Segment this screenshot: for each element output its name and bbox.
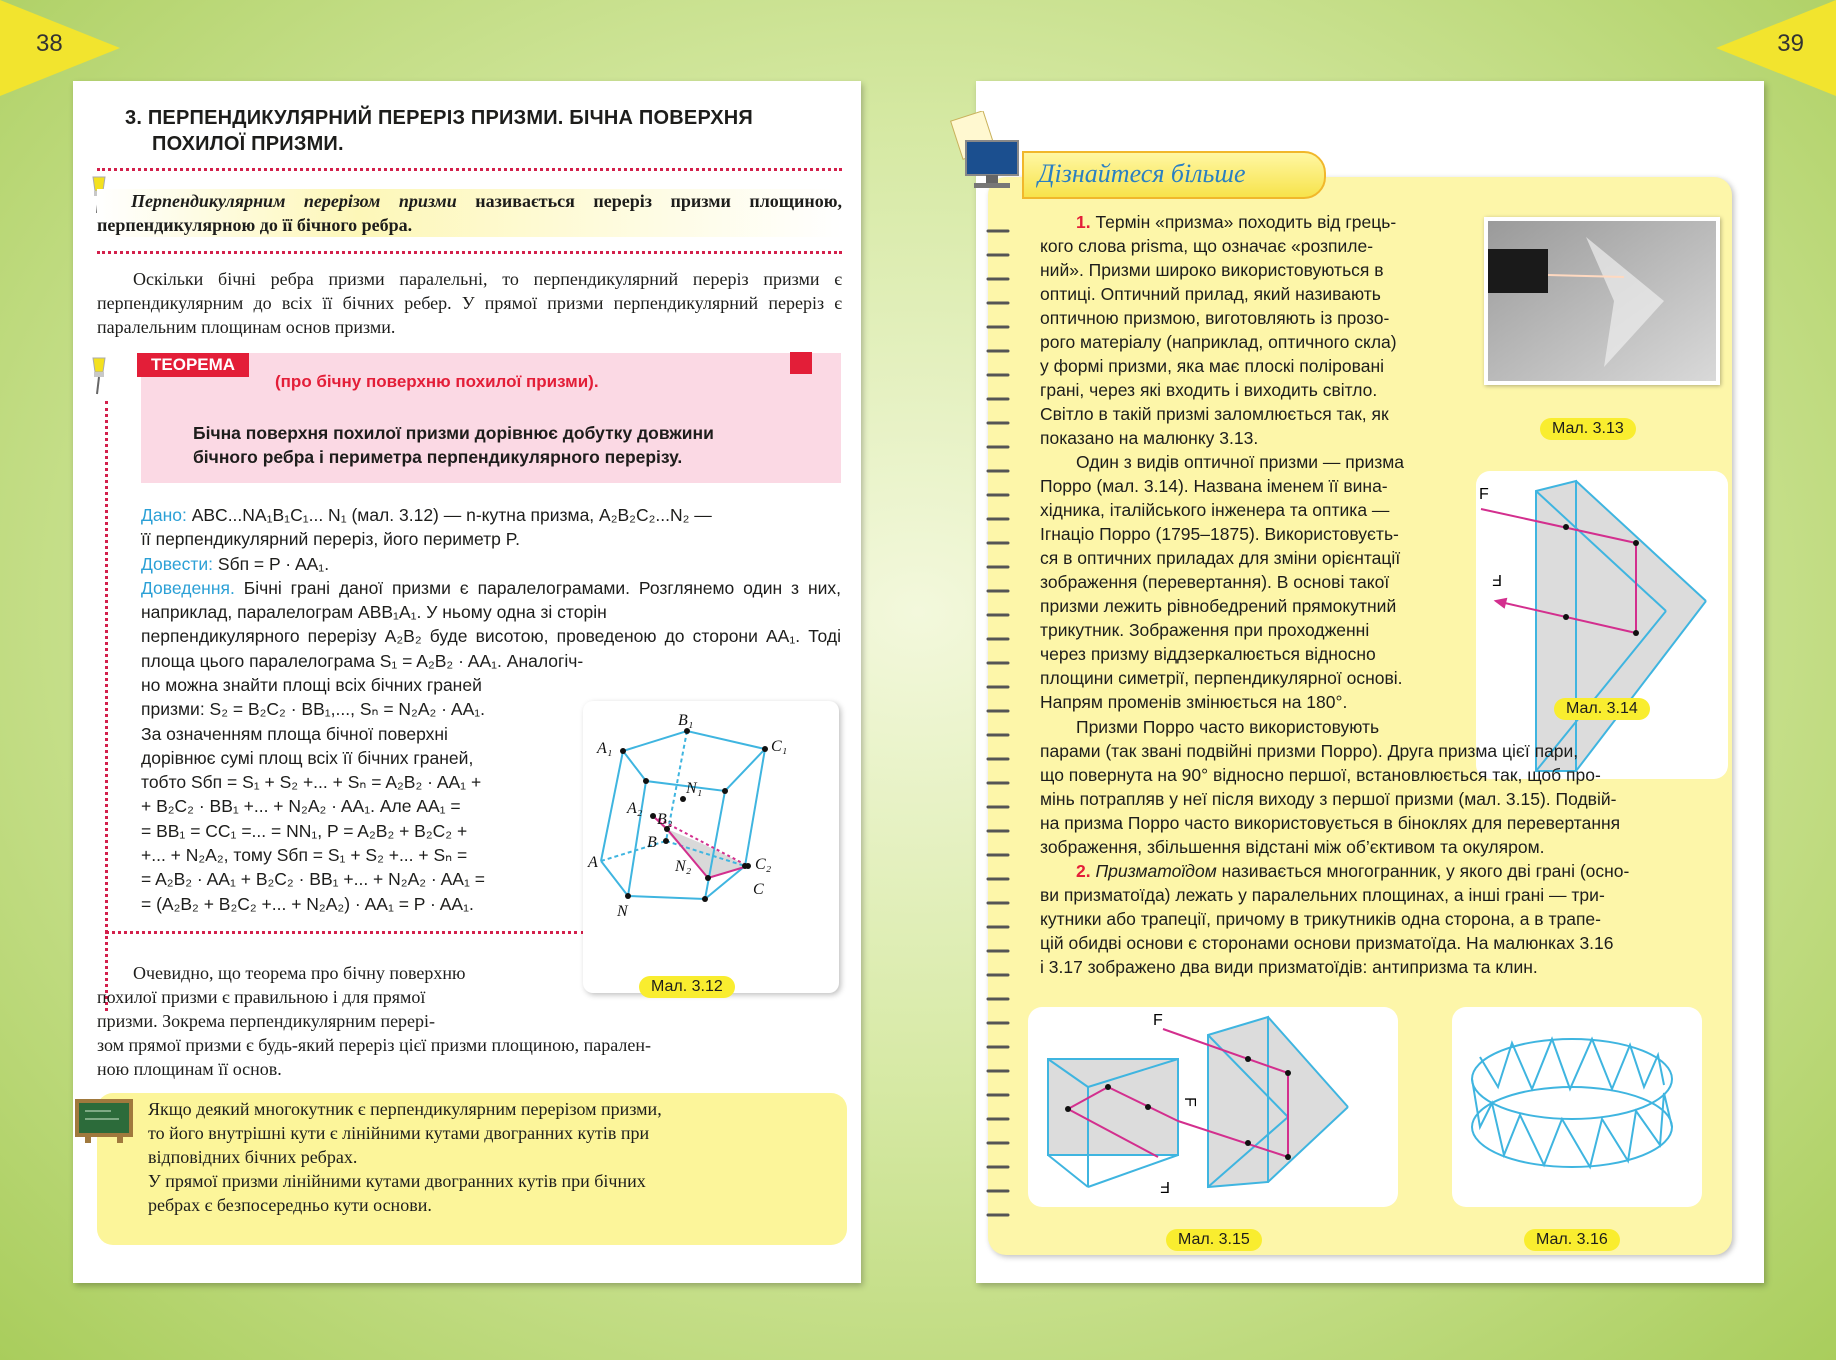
label-C2: C₂	[755, 856, 772, 873]
p3-line: мінь потрапляв у неї після виходу з першої призми (мал. 3.15). Подвій-	[1040, 789, 1617, 809]
p3-line: що повернута на 90° відносно першої, встановлюється так, щоб про-	[1040, 765, 1601, 785]
p2-line: ся в оптичних приладах для зміни орієнтації	[1040, 548, 1401, 568]
p1-line: грані, через які входить і виходить світло.	[1040, 380, 1378, 400]
label-C: C	[753, 881, 764, 898]
p1-line: рого матеріалу (наприклад, оптичного скла)	[1040, 332, 1397, 352]
theorem-subtitle: (про бічну поверхню похилої призми).	[275, 372, 599, 391]
p2-line: Ігнаціо Порро (1795–1875). Використовуєть-	[1040, 524, 1399, 544]
p2-line: хідника, італійського інженера та оптика —	[1040, 500, 1390, 520]
antiprism-diagram	[1452, 1007, 1702, 1207]
note-line3: відповідних бічних ребрах.	[148, 1147, 358, 1167]
theorem-marker	[790, 352, 812, 374]
pin-icon-theorem	[87, 356, 109, 396]
definition-text: називається переріз призми площиною, перпендикулярною до її бічного ребра.	[97, 191, 842, 235]
p2-line: призми лежить рівнобедрений прямокутний	[1040, 596, 1397, 616]
p4-line: цій обидві основи є сторонами основи призматоїда. На малюнках 3.16	[1040, 933, 1614, 953]
theorem-line2: бічного ребра і периметра перпендикулярного перерізу.	[193, 447, 683, 467]
figure-3-12	[583, 701, 839, 993]
p1-line: у формі призми, яка має плоскі поліровані	[1040, 356, 1385, 376]
p1-line: ний». Призми широко використовуються в	[1040, 260, 1384, 280]
paragraph-3	[1040, 715, 1720, 979]
label-F-inverted: F	[1492, 571, 1502, 588]
label-B2: B₂	[657, 811, 673, 828]
caption-3-16: Мал. 3.16	[1524, 1229, 1620, 1251]
conclusion-paragraph	[97, 961, 637, 1033]
given-block	[141, 503, 841, 673]
proof-line11: = A₂B₂ · AA₁ + B₂C₂ · BB₁ +... + N₂A₂ · AA₁ =	[141, 869, 485, 890]
given-text: ABC...NA₁B₁C₁... N₁ (мал. 3.12) — n-кутна призма, A₂B₂C₂...N₂ —	[186, 505, 712, 525]
label-A: A	[588, 854, 598, 871]
proof-line7: тобто Sбп = S₁ + S₂ +... + Sₙ = A₂B₂ · AA₁ +	[141, 772, 482, 793]
p4-line: називається многогранник, у якого дві грані (осно-	[1216, 861, 1630, 881]
proof-label: Доведення.	[141, 577, 235, 598]
note-text	[148, 1097, 838, 1217]
conclusion-line5: ною площинам її основ.	[97, 1059, 282, 1079]
theorem-line1: Бічна поверхня похилої призми дорівнює добутку довжини	[193, 423, 714, 443]
caption-3-15: Мал. 3.15	[1166, 1229, 1262, 1251]
proof-line1: Бічні грані даної призми є паралелограмами. Розглянемо один з них, наприклад, паралелограм ABB₁A₁. У ньому одна зі сторін	[141, 577, 841, 623]
left-page	[73, 81, 861, 1283]
section-title-line2: ПОХИЛОЇ ПРИЗМИ.	[152, 133, 344, 155]
note-line5: ребрах є безпосередньо кути основи.	[148, 1195, 432, 1215]
caption-3-12: Мал. 3.12	[639, 976, 735, 998]
conclusion-line3: призми. Зокрема перпендикулярним перері-	[97, 1011, 436, 1031]
p1-line: оптиці. Оптичний прилад, який називають	[1040, 284, 1381, 304]
p3-line: на призма Порро часто використовується в біноклях для перевертання	[1040, 813, 1621, 833]
note-line1: Якщо деякий многокутник є перпендикулярним перерізом призми,	[148, 1099, 662, 1119]
p4-number: 2.	[1076, 861, 1091, 881]
figure-3-15	[1028, 1007, 1398, 1207]
p1-line: кого слова prisma, що означає «розпиле-	[1040, 236, 1374, 256]
section-header-title: Дізнайтеся більше	[1038, 159, 1246, 188]
p2-line: зображення (перевертання). В основі такої	[1040, 572, 1390, 592]
proof-line5: За означенням площа бічної поверхні	[141, 723, 448, 744]
page-number-right: 39	[1777, 30, 1804, 57]
caption-3-14: Мал. 3.14	[1554, 698, 1650, 720]
proof-line3: но можна знайти площі всіх бічних граней	[141, 675, 482, 695]
section-title-line1: 3. ПЕРПЕНДИКУЛЯРНИЙ ПЕРЕРІЗ ПРИЗМИ. БІЧНА ПОВЕРХНЯ	[125, 107, 753, 129]
p1-line: оптичною призмою, виготовляють із прозо-	[1040, 308, 1390, 328]
chalkboard-icon	[75, 1099, 133, 1143]
theorem-dotted-border	[105, 401, 108, 1011]
given-text2: її перпендикулярний переріз, його периметр P.	[141, 529, 521, 550]
conclusion-line2: похилої призми є правильною і для прямої	[97, 987, 426, 1007]
proof-dotted-bottom	[105, 931, 585, 934]
proof-line8: + B₂C₂ · BB₁ +... + N₂A₂ · AA₁. Але AA₁ =	[141, 796, 461, 817]
label-F-out: F	[1160, 1178, 1170, 1195]
label-F-in: F	[1153, 1012, 1163, 1029]
prism-diagram	[583, 701, 839, 993]
label-N2: N₂	[675, 858, 692, 875]
label-B: B	[647, 834, 657, 851]
definition-term: Перпендикулярним перерізом призми	[131, 191, 457, 211]
page-number-left: 38	[36, 30, 63, 57]
proof-column	[141, 673, 561, 916]
p4-line: кутники або трапеції, причому в трикутників одна сторона, а в трапе-	[1040, 909, 1601, 929]
p2-line: трикутник. Зображення при проходженні	[1040, 620, 1370, 640]
p2-line: через призму віддзеркалюється відносно	[1040, 644, 1376, 664]
p1-line: показано на малюнку 3.13.	[1040, 428, 1259, 448]
label-B1: B₁	[678, 712, 694, 729]
prism-photo	[1484, 217, 1720, 385]
note-line4: У прямої призми лінійними кутами двогранних кутів при бічних	[148, 1171, 646, 1191]
given-label: Дано:	[141, 505, 187, 525]
divider-bottom	[97, 251, 842, 254]
p2-line: Напрям променів змінюється на 180°.	[1040, 692, 1348, 712]
label-A2: A₂	[627, 800, 643, 817]
label-N: N	[617, 903, 628, 920]
proof-line10: +... + N₂A₂, тому Sбп = S₁ + S₂ +... + Sₙ =	[141, 845, 468, 866]
label-A1: A₁	[597, 740, 613, 757]
section-header-banner	[1022, 151, 1326, 199]
figure-3-13	[1484, 217, 1720, 385]
label-F-top: F	[1479, 486, 1489, 503]
definition	[97, 189, 842, 237]
caption-3-13: Мал. 3.13	[1540, 418, 1636, 440]
spiral-binding	[984, 221, 1014, 1241]
divider-top	[97, 168, 842, 171]
theorem-label: ТЕОРЕМА	[137, 353, 249, 377]
double-porro-diagram	[1028, 1007, 1398, 1207]
prove-label: Довести:	[141, 553, 214, 574]
conclusion-tail	[97, 1033, 842, 1081]
label-F-mid: F	[1181, 1097, 1198, 1107]
paragraph-1	[1040, 210, 1450, 450]
proof-line4: призми: S₂ = B₂C₂ · BB₁,..., Sₙ = N₂A₂ · AA₁.	[141, 699, 486, 720]
label-C1: C₁	[771, 738, 788, 755]
proof-line12: = (A₂B₂ + B₂C₂ +... + N₂A₂) · AA₁ = P · AA₁.	[141, 893, 474, 914]
prove-text: Sбп = P · AA₁.	[213, 553, 330, 574]
paragraph-2	[1040, 450, 1460, 714]
figure-3-16	[1452, 1007, 1702, 1207]
conclusion-line1: Очевидно, що теорема про бічну поверхню	[133, 963, 466, 983]
proof-line2: перпендикулярного перерізу A₂B₂ буде висотою, проведеною до сторони AA₁. Тоді площа цього паралелограма S₁ = A₂B₂ · AA₁. Аналогіч-	[141, 626, 841, 671]
p2-line: Порро (мал. 3.14). Названа іменем її вина-	[1040, 476, 1388, 496]
p4-line: і 3.17 зображено два види призматоїдів: антипризма та клин.	[1040, 957, 1538, 977]
proof-line9: = BB₁ = CC₁ =... = NN₁, P = A₂B₂ + B₂C₂ +	[141, 820, 468, 841]
proof-line6: дорівнює сумі площ всіх її бічних граней,	[141, 747, 474, 768]
p1-line: Світло в такій призмі заломлюється так, як	[1040, 404, 1389, 424]
note-line2: то його внутрішні кути є лінійними кутами двогранних кутів при	[148, 1123, 650, 1143]
p3-line: зображення, збільшення відстані між об’єктивом та окуляром.	[1040, 837, 1545, 857]
conclusion-line4: зом прямої призми є будь-який переріз цієї призми площиною, парален-	[97, 1035, 652, 1055]
p3-line: парами (так звані подвійні призми Порро). Друга призма цієї пари,	[1040, 741, 1579, 761]
right-page	[976, 81, 1764, 1283]
p2-line: Один з видів оптичної призми — призма	[1076, 452, 1405, 472]
p4-term: Призматоїдом	[1090, 861, 1217, 881]
computer-icon	[936, 111, 1026, 191]
section-title	[125, 105, 845, 157]
spiral-rings	[984, 221, 1014, 1241]
p1-line: Термін «призма» походить від грець-	[1090, 212, 1397, 232]
label-N1: N₁	[686, 780, 703, 797]
p3-line: Призми Порро часто використовують	[1076, 717, 1380, 737]
theorem-statement	[193, 421, 833, 469]
p4-line: ви призматоїда) лежать у паралельних площинах, а інші грані — три-	[1040, 885, 1605, 905]
p2-line: площини симетрії, перпендикулярної основі.	[1040, 668, 1403, 688]
intro-paragraph: Оскільки бічні ребра призми паралельні, то перпендикулярний переріз призми є перпендикулярним до всіх її бічних ребер. У прямої призми перпендикулярний переріз є паралельним площинам основ призми.	[97, 269, 842, 337]
p1-number: 1.	[1076, 212, 1091, 232]
